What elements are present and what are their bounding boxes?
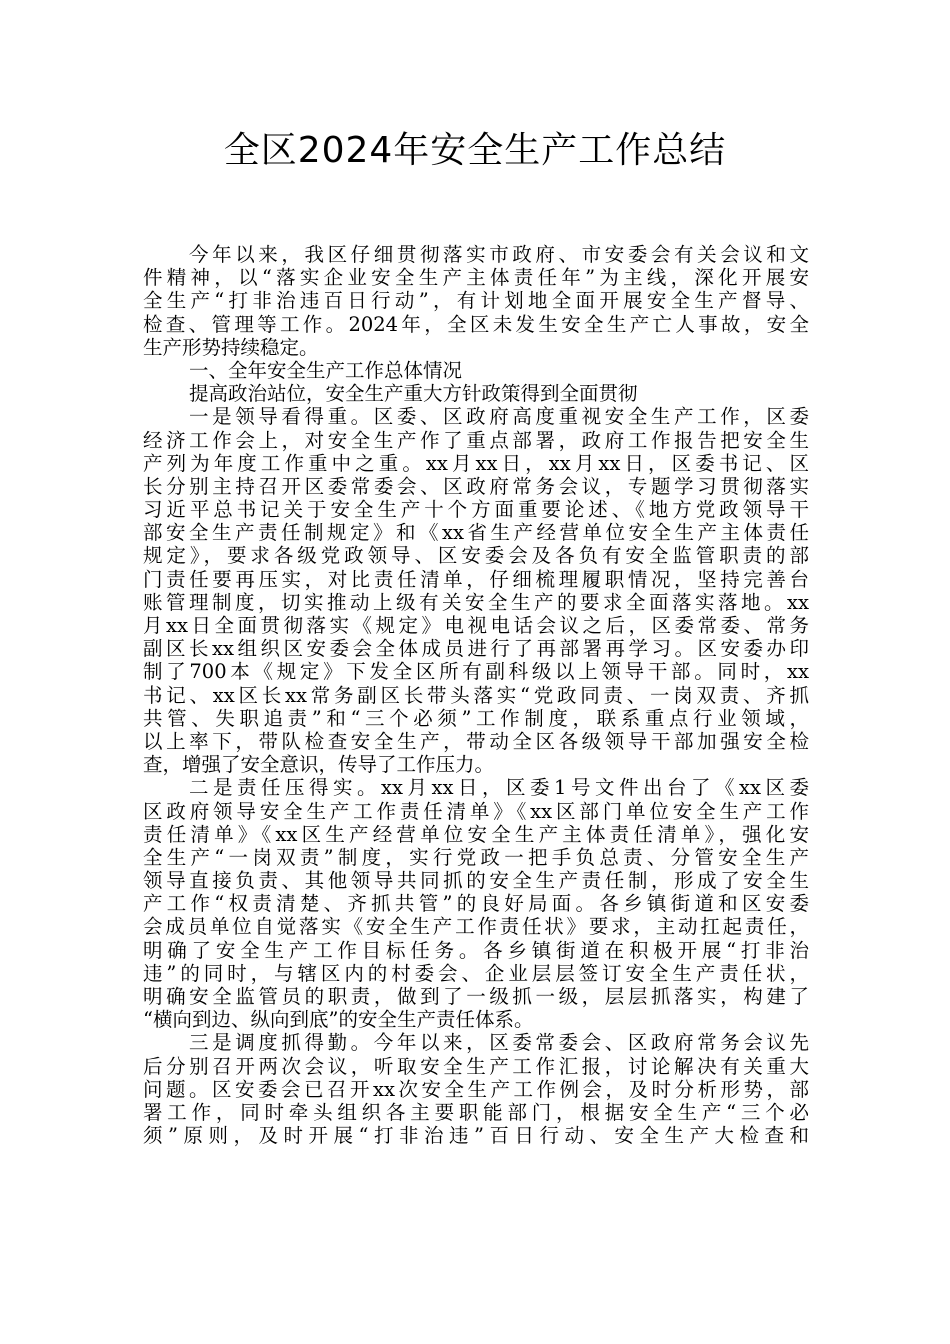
body-text-line: 书记、xx区长xx常务副区长带头落实“党政同责、一岗双责、齐抓 bbox=[143, 683, 809, 707]
body-text-line: 月xx日全面贯彻落实《规定》电视电话会议之后，区委常委、常务 bbox=[143, 614, 809, 637]
body-text-line: 生产形势持续稳定。 bbox=[143, 335, 319, 359]
body-text-line: 区政府领导安全生产工作责任清单》《xx区部门单位安全生产工作 bbox=[143, 799, 809, 823]
body-text-line: 明确安全监管员的职责，做到了一级抓一级，层层抓落实，构建了 bbox=[143, 985, 809, 1008]
body-text-line: 署工作，同时牵头组织各主要职能部门，根据安全生产“三个必 bbox=[143, 1100, 809, 1124]
body-text-line: 长分别主持召开区委常委会、区政府常务会议，专题学习贯彻落实 bbox=[143, 474, 809, 498]
body-text-line: 经济工作会上，对安全生产作了重点部署，政府工作报告把安全生 bbox=[143, 428, 809, 452]
body-text-line: 后分别召开两次会议，听取安全生产工作汇报，讨论解决有关重大 bbox=[143, 1054, 809, 1078]
body-text-line: 门责任要再压实，对比责任清单，仔细梳理履职情况，坚持完善台 bbox=[143, 567, 809, 591]
body-text-line: 提高政治站位，安全生产重大方针政策得到全面贯彻 bbox=[189, 382, 638, 406]
body-text-line: 会成员单位自觉落实《安全生产工作责任状》要求，主动扛起责任， bbox=[143, 915, 809, 939]
body-text-line: 全生产“一岗双责”制度，实行党政一把手负总责、分管安全生产 bbox=[143, 845, 809, 869]
body-text-line: 责任清单》《xx区生产经营单位安全生产主体责任清单》，强化安 bbox=[143, 822, 809, 846]
body-text-line: “横向到边、纵向到底”的安全生产责任体系。 bbox=[143, 1008, 534, 1032]
document-title: 全区2024年安全生产工作总结 bbox=[223, 130, 727, 171]
body-text-line: 产工作“权责清楚、齐抓共管”的良好局面。各乡镇街道和区安委 bbox=[143, 892, 809, 916]
body-text-line: 件精神，以“落实企业安全生产主体责任年”为主线，深化开展安 bbox=[143, 266, 809, 290]
body-text-line: 明确了安全生产工作目标任务。各乡镇街道在积极开展“打非治 bbox=[143, 938, 809, 962]
body-text-line: 以上率下，带队检查安全生产，带动全区各级领导干部加强安全检 bbox=[143, 729, 809, 753]
body-text-line: 检查、管理等工作。2024年，全区未发生安全生产亡人事故，安全 bbox=[143, 312, 809, 336]
body-text-line: 账管理制度，切实推动上级有关安全生产的要求全面落实落地。xx bbox=[143, 590, 809, 614]
body-text-line: 产列为年度工作重中之重。xx月xx日，xx月xx日，区委书记、区 bbox=[143, 451, 809, 475]
body-text-line: 全生产“打非治违百日行动”，有计划地全面开展安全生产督导、 bbox=[143, 289, 809, 313]
body-text-line: 习近平总书记关于安全生产十个方面重要论述、《地方党政领导干 bbox=[143, 498, 809, 522]
body-text-line: 副区长xx组织区安委会全体成员进行了再部署再学习。区安委办印 bbox=[143, 637, 809, 661]
body-text-line: 查，增强了安全意识，传导了工作压力。 bbox=[143, 753, 495, 777]
document-body bbox=[143, 243, 809, 1147]
body-text-line: 三是调度抓得勤。今年以来，区委常委会、区政府常务会议先 bbox=[189, 1031, 809, 1055]
body-text-line: 规定》，要求各级党政领导、区安委会及各负有安全监管职责的部 bbox=[143, 544, 809, 568]
body-text-line: 一是领导看得重。区委、区政府高度重视安全生产工作，区委 bbox=[189, 405, 809, 429]
body-text-line: 违”的同时，与辖区内的村委会、企业层层签订安全生产责任状， bbox=[143, 961, 809, 985]
body-text-line: 二是责任压得实。xx月xx日，区委1号文件出台了《xx区委 bbox=[189, 776, 809, 800]
body-text-line: 今年以来，我区仔细贯彻落实市政府、市安委会有关会议和文 bbox=[189, 243, 809, 266]
body-text-line: 部安全生产责任制规定》和《xx省生产经营单位安全生产主体责任 bbox=[143, 521, 809, 545]
body-text-line: 共管、失职追责”和“三个必须”工作制度，联系重点行业领域， bbox=[143, 706, 809, 730]
body-text-line: 领导直接负责、其他领导共同抓的安全生产责任制，形成了安全生 bbox=[143, 869, 809, 893]
body-text-line: 一、全年安全生产工作总体情况 bbox=[189, 358, 463, 382]
body-text-line: 制了700本《规定》下发全区所有副科级以上领导干部。同时，xx bbox=[143, 660, 809, 684]
body-text-line: 须”原则，及时开展“打非治违”百日行动、安全生产大检查和 bbox=[143, 1124, 809, 1148]
body-text-line: 问题。区安委会已召开xx次安全生产工作例会，及时分析形势，部 bbox=[143, 1077, 809, 1101]
